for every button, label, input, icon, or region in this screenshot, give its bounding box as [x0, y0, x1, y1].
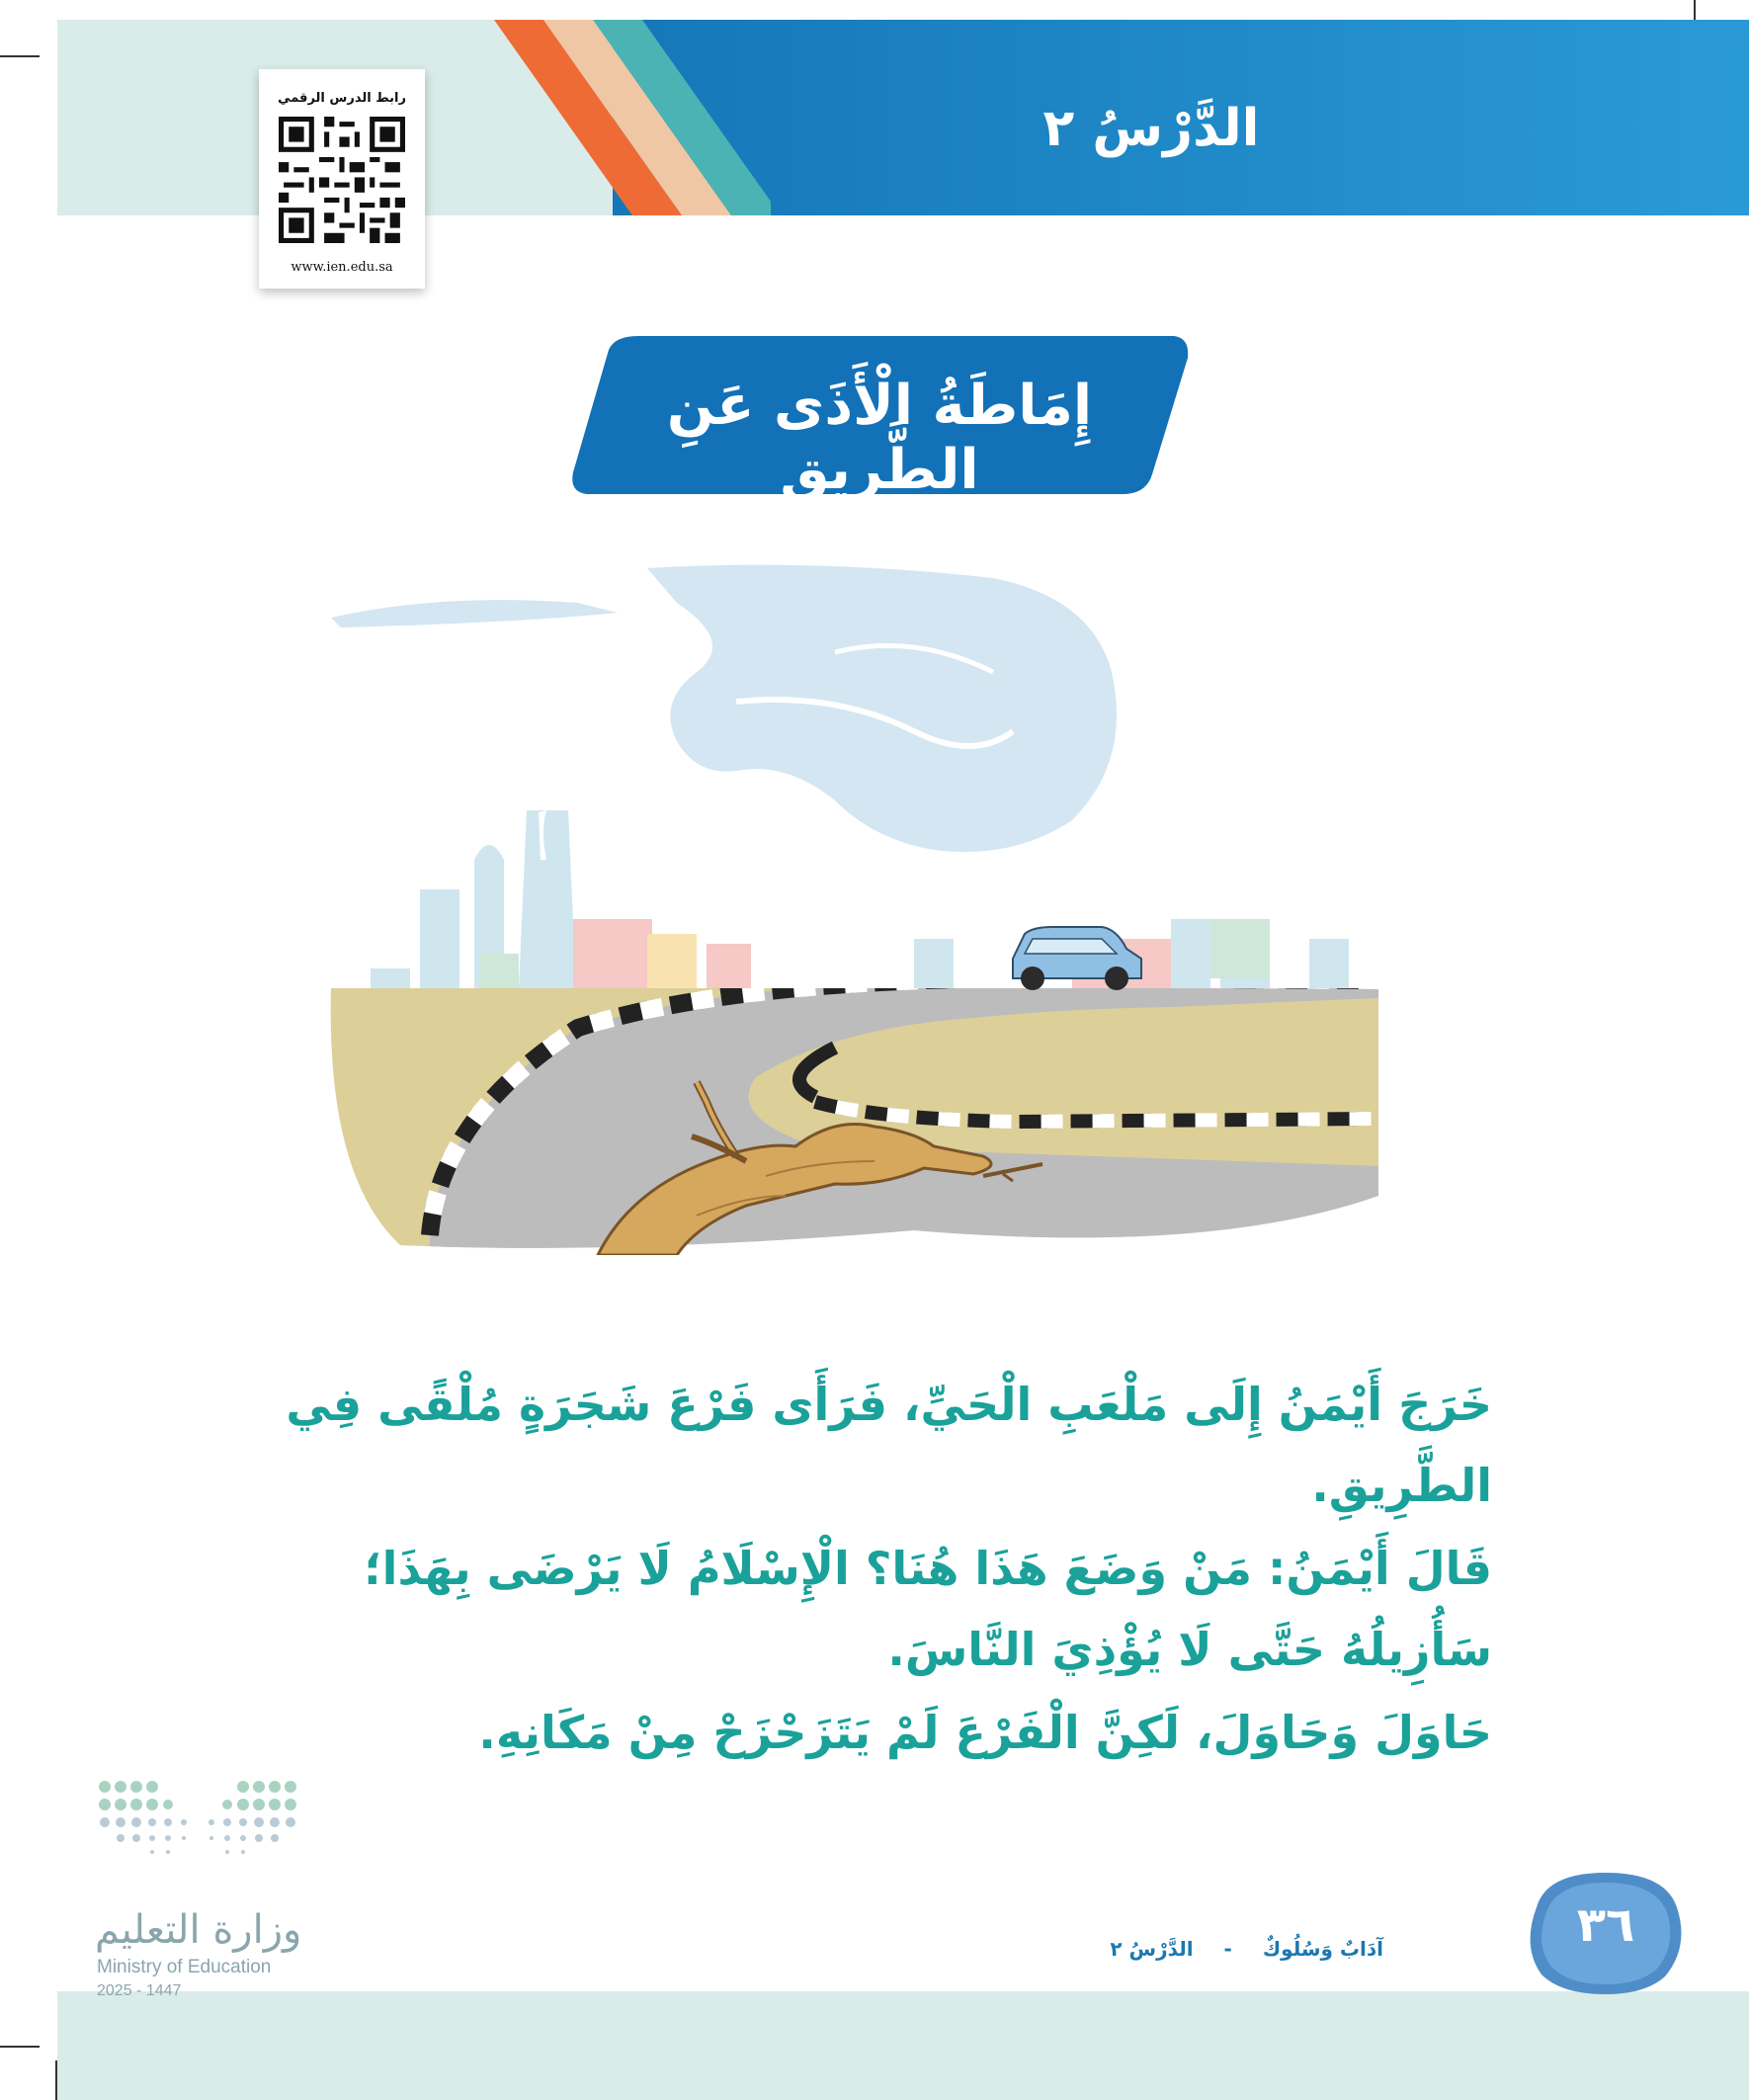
footer-band — [57, 1991, 1749, 2100]
road-illustration — [321, 563, 1408, 1255]
qr-caption: رابط الدرس الرقمي — [278, 91, 406, 106]
book-title: آدَابٌ وَسُلُوكٌ — [1262, 1937, 1383, 1961]
ministry-name-arabic: وزارة التعليم — [95, 1907, 302, 1953]
qr-url[interactable]: www.ien.edu.sa — [291, 260, 393, 275]
story-paragraph: حَاوَلَ وَحَاوَلَ، لَكِنَّ الْفَرْعَ لَمْ يَتَزَحْزَحْ مِنْ مَكَانِهِ. — [478, 1706, 1492, 1759]
ministry-logo-icon — [95, 1777, 312, 1895]
story-text — [247, 1364, 1492, 1773]
crop-mark — [0, 55, 40, 57]
story-paragraph: قَالَ أَيْمَنُ: مَنْ وَضَعَ هَذَا هُنَا؟ الْإِسْلَامُ لَا يَرْضَى بِهَذَا؛ سَأُزِيلُهُ حَتَّى لَا يُؤْذِيَ النَّاسَ. — [364, 1542, 1492, 1676]
page-number: ٣٦ — [1576, 1897, 1635, 1953]
qr-code-icon[interactable] — [279, 117, 405, 243]
crop-mark — [0, 2046, 40, 2048]
footer-running-title — [1087, 1937, 1383, 1961]
ministry-name-english: Ministry of Education — [97, 1957, 272, 1977]
footer-separator: - — [1223, 1937, 1232, 1961]
footer-lesson: الدَّرْسُ ٢ — [1110, 1937, 1194, 1961]
qr-card[interactable] — [259, 69, 425, 289]
edition-year: 2025 - 1447 — [97, 1982, 182, 1999]
story-paragraph: خَرَجَ أَيْمَنُ إِلَى مَلْعَبِ الْحَيِّ، فَرَأَى فَرْعَ شَجَرَةٍ مُلْقًى فِي الطَّرِيقِ. — [286, 1378, 1492, 1512]
lesson-title: إِمَاطَةُ الْأَذَى عَنِ الطَّرِيقِ — [666, 374, 1093, 502]
header-stripes — [484, 20, 771, 215]
lesson-label: الدَّرْسُ ٢ — [1042, 99, 1260, 158]
